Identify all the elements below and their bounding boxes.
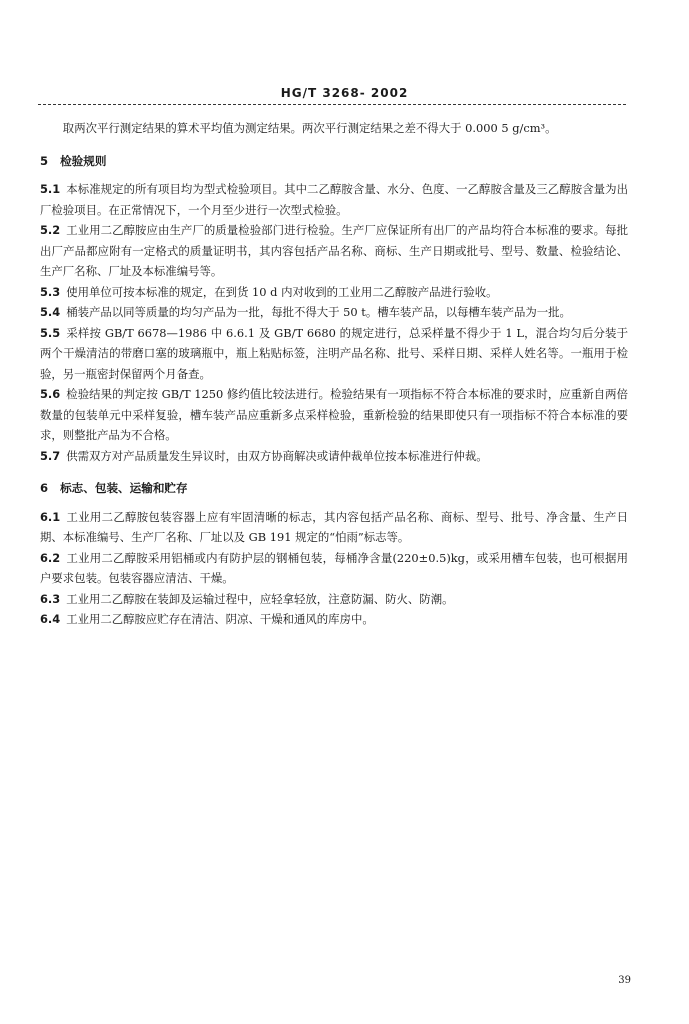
page-number: 39	[618, 975, 631, 986]
clause-text: 使用单位可按本标准的规定，在到货 10 d 内对收到的工业用二乙醇胺产品进行验收。	[66, 284, 498, 299]
intro-paragraph: 取两次平行测定结果的算术平均值为测定结果。两次平行测定结果之差不得大于 0.000 5 g/cm³。	[62, 121, 557, 135]
clause-text: 工业用二乙醇胺采用铝桶或内有防护层的钢桶包装，每桶净含量(220±0.5)kg，或采用槽车包装，也可根据用户要求包装。包装容器应清洁、干燥。	[40, 550, 628, 585]
clause-text: 供需双方对产品质量发生异议时，由双方协商解决或请仲裁单位按本标准进行仲裁。	[66, 448, 488, 463]
page-header: HG/T 3268- 2002	[280, 86, 409, 100]
clause-number: 5.2	[40, 223, 61, 237]
clause-5-3	[40, 282, 628, 303]
clause-6-1	[40, 507, 628, 548]
clause-number: 5.5	[40, 325, 61, 340]
clause-5-6	[40, 384, 628, 446]
section-5-number: 5	[40, 153, 49, 168]
clause-text: 桶装产品以同等质量的均匀产品为一批，每批不得大于 50 t。槽车装产品，以每槽车装产品为一批。	[66, 305, 571, 319]
clause-5-4	[40, 302, 628, 323]
clause-text: 工业用二乙醇胺应由生产厂的质量检验部门进行检验。生产厂应保证所有出厂的产品均符合本标准的要求。每批出厂产品都应附有一定格式的质量证明书，其内容包括产品名称、商标、生产日期或批号、型号、数量、检验结论、生产厂名称、厂址及本标准编号等。	[40, 223, 628, 278]
clause-6-3	[40, 589, 628, 610]
document-body	[40, 118, 628, 630]
clause-5-5	[40, 323, 628, 385]
clause-number: 5.7	[40, 448, 61, 463]
clause-text: 工业用二乙醇胺应贮存在清洁、阴凉、干燥和通风的库房中。	[66, 612, 374, 626]
clause-6-4	[40, 609, 628, 630]
clause-number: 5.3	[40, 284, 61, 299]
section-6-title: 标志、包装、运输和贮存	[60, 481, 188, 495]
clause-text: 检验结果的判定按 GB/T 1250 修约值比较法进行。检验结果有一项指标不符合本标准的要求时，应重新自两倍数量的包装单元中采样复验，槽车装产品应重新多点采样检验，重新检验的结果即使只有一项指标不符合本标准的要求，则整批产品为不合格。	[40, 387, 628, 442]
clause-number: 6.2	[40, 550, 61, 565]
section-5-heading	[40, 151, 628, 172]
clause-number: 5.4	[40, 305, 61, 319]
section-5-title: 检验规则	[60, 153, 107, 168]
clause-number: 5.1	[40, 182, 61, 196]
clause-number: 6.3	[40, 591, 61, 606]
clause-6-2	[40, 548, 628, 589]
clause-5-1	[40, 179, 628, 220]
clause-5-2	[40, 220, 628, 282]
clause-text: 采样按 GB/T 6678—1986 中 6.6.1 及 GB/T 6680 的规定进行，总采样量不得少于 1 L，混合均匀后分装于两个干燥清洁的带磨口塞的玻璃瓶中，瓶上粘贴标签，注明产品名称、批号、采样日期、采样人姓名等。一瓶用于检验，另一瓶密封保留两个月备查。	[40, 325, 628, 381]
clause-number: 6.4	[40, 612, 61, 626]
section-6-heading	[40, 478, 628, 499]
clause-text: 工业用二乙醇胺包装容器上应有牢固清晰的标志，其内容包括产品名称、商标、型号、批号、净含量、生产日期、本标准编号、生产厂名称、厂址以及 GB 191 规定的“怕雨”标志等。	[40, 509, 628, 544]
clause-number: 6.1	[40, 509, 61, 524]
section-6-number: 6	[40, 481, 49, 495]
clause-number: 5.6	[40, 387, 61, 401]
clause-text: 本标准规定的所有项目均为型式检验项目。其中二乙醇胺含量、水分、色度、一乙醇胺含量及三乙醇胺含量为出厂检验项目。在正常情况下，一个月至少进行一次型式检验。	[40, 182, 628, 217]
clause-text: 工业用二乙醇胺在装卸及运输过程中，应轻拿轻放，注意防漏、防火、防潮。	[66, 591, 454, 606]
header-rule	[38, 104, 626, 105]
clause-5-7	[40, 446, 628, 467]
